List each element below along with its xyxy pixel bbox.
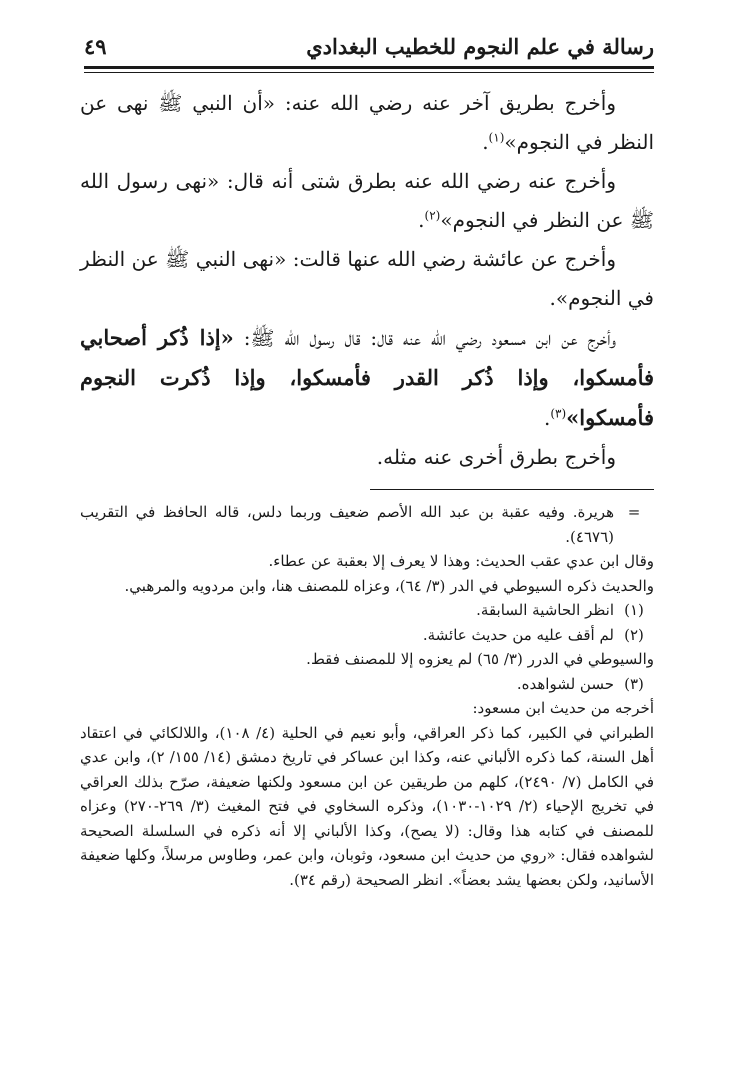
footnote-2-cont [80, 647, 654, 672]
footnote-continuation-2 [80, 549, 654, 598]
footnote-1 [80, 598, 654, 623]
footnotes [80, 500, 654, 892]
paragraph-1 [80, 84, 654, 162]
footnote-1-text: انظر الحاشية السابقة. [476, 601, 614, 619]
footnote-3-long-text: الطبراني في الكبير، كما ذكر العراقي، وأبو نعيم في الحلية (٤/ ١٠٨)، واللالكائي في اعتقاد أهل السنة، كما ذكره الألباني عنه، وكذا ابن عساكر في تاريخ دمشق (١٤/ ١٥٥/ ٢)، وابن عدي في الكامل (٧/ ٢٤٩٠)، كلهم من طريقين عن ابن مسعود ولكنها ضعيفة، صرّح بذلك العراقي في تخريج الإحياء (٢/ ١٠٢٩-١٠٣٠)، وذكره السخاوي في فتح المغيث (٣/ ٢٦٩-٢٧٠) وعزاه للمصنف في كتابه هذا وقال: (لا يصح)، وكذا الألباني إلا أنه ذكره في السلسلة الصحيحة لشواهده فقال: «روي من حديث ابن مسعود، وثوبان، وابن عمر، وطاوس مرسلاً، وكلها ضعيفة الأسانيد، ولكن بعضها يشد بعضاً». انظر الصحيحة (رقم ٣٤). [80, 723, 654, 889]
footnote-ref-2: (٢) [424, 208, 441, 223]
footnote-1-mark: (١) [624, 601, 644, 619]
continuation-line-3: والحديث ذكره السيوطي في الدر (٣/ ٦٤)، وعزاه للمصنف هنا، وابن مردويه والمرهبي. [124, 576, 654, 595]
footnote-ref-3: (٣) [550, 406, 567, 421]
paragraph-5 [80, 438, 654, 477]
paragraph-1-text: وأخرج بطريق آخر عنه رضي الله عنه: «أن النبي ﷺ نهى عن النظر في النجوم» [80, 91, 654, 154]
paragraph-4-end: . [543, 406, 551, 430]
header-rule-thin [84, 72, 654, 73]
footnote-2-line-1: لم أقف عليه من حديث عائشة. [422, 625, 614, 644]
continuation-mark: = [627, 503, 641, 521]
footnote-3-cont [80, 696, 654, 892]
footnote-separator [370, 489, 654, 490]
paragraph-3 [80, 240, 654, 318]
paragraph-5-text: وأخرج بطرق أخرى عنه مثله. [376, 445, 616, 469]
page-number: ٤٩ [84, 34, 107, 59]
paragraph-2-end: . [418, 208, 425, 232]
paragraph-4-intro: وأخرج عن ابن مسعود رضي الله عنه قال: قال رسول الله ﷺ: [233, 326, 617, 350]
footnote-2 [80, 623, 654, 648]
footnote-3-line-1: حسن لشواهده. [516, 674, 614, 693]
footnote-continuation [80, 500, 654, 549]
footnote-3 [80, 672, 654, 697]
footnote-3-mark: (٣) [624, 674, 644, 693]
hadith-quote: «إذا ذُكر أصحابي فأمسكوا، وإذا ذُكر القدر فأمسكوا، وإذا ذُكرت النجوم فأمسكوا» [80, 325, 654, 430]
paragraph-3-text: وأخرج عن عائشة رضي الله عنها قالت: «نهى النبي ﷺ عن النظر في النجوم». [80, 247, 654, 310]
running-header [84, 30, 654, 66]
main-text [80, 84, 654, 477]
continuation-line-2: وقال ابن عدي عقب الحديث: وهذا لا يعرف إلا بعقبة عن عطاء. [268, 552, 654, 570]
footnote-2-mark: (٢) [624, 625, 644, 644]
paragraph-1-end: . [482, 130, 489, 154]
footnote-2-line-2: والسيوطي في الدرر (٣/ ٦٥) لم يعزوه إلا للمصنف فقط. [306, 650, 654, 668]
header-rule [84, 66, 654, 69]
header-title: رسالة في علم النجوم للخطيب البغدادي [306, 34, 654, 59]
footnote-3-line-2: أخرجه من حديث ابن مسعود: [472, 699, 654, 717]
paragraph-4 [80, 318, 654, 438]
paragraph-2-text: وأخرج عنه رضي الله عنه بطرق شتى أنه قال: «نهى رسول الله ﷺ عن النظر في النجوم» [80, 169, 654, 232]
paragraph-2 [80, 162, 654, 240]
footnote-ref-1: (١) [488, 130, 505, 145]
continuation-text: هريرة. وفيه عقبة بن عبد الله الأصم ضعيف وربما دلس، قاله الحافظ في التقريب (٤٦٧٦). [80, 503, 614, 546]
